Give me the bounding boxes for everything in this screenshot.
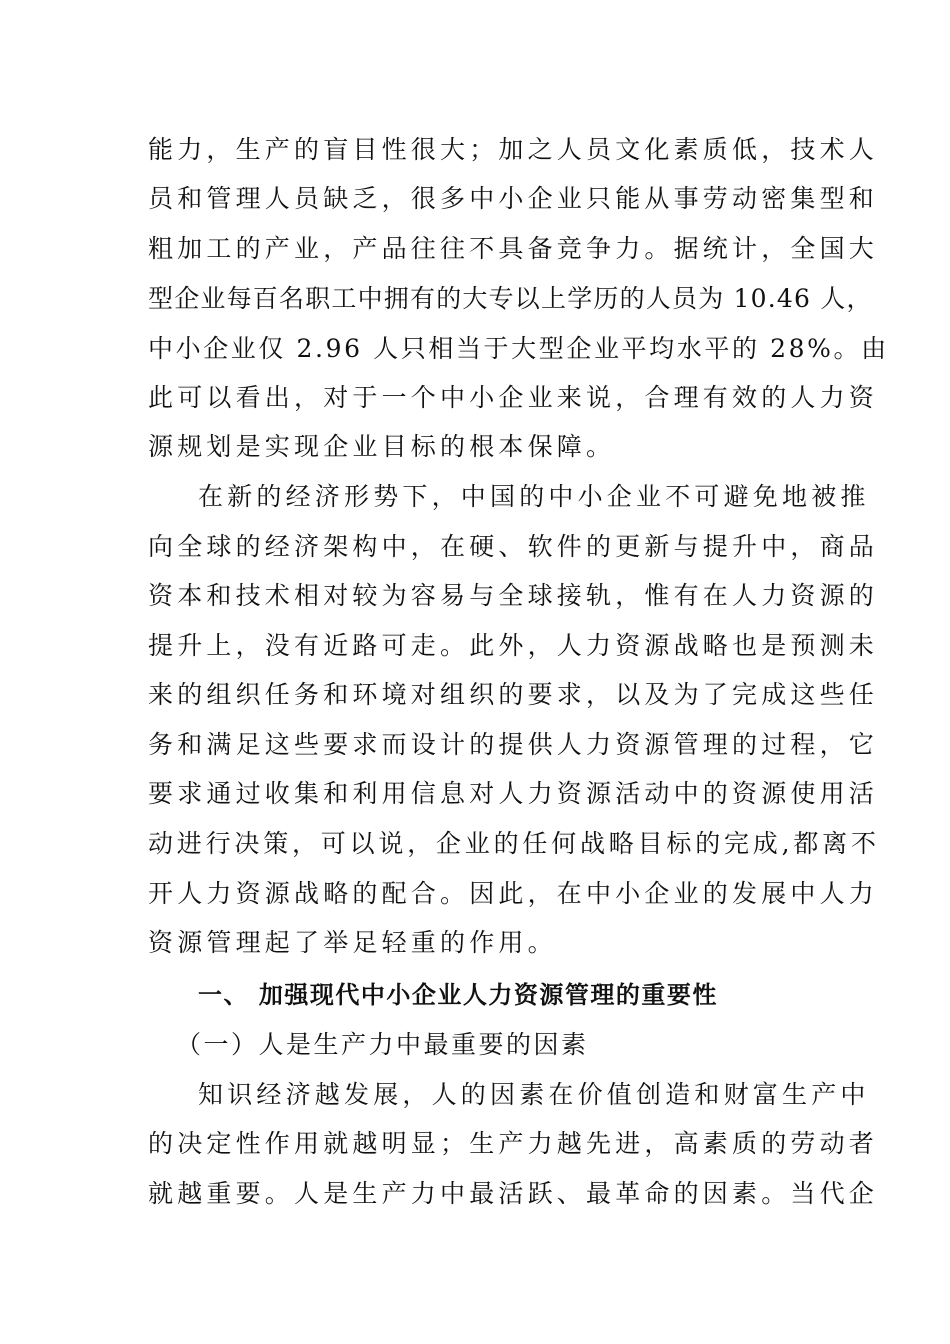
section-heading: 一、 加强现代中小企业人力资源管理的重要性 xyxy=(198,981,718,1009)
paragraph-2-line-3: 资本和技术相对较为容易与全球接轨，惟有在人力资源的 xyxy=(148,581,879,610)
paragraph-3-line-2: 的决定性作用就越明显；生产力越先进，高素质的劳动者 xyxy=(148,1129,879,1158)
paragraph-1-line-4: 型企业每百名职工中拥有的大专以上学历的人员为 10.46 人， xyxy=(148,284,873,313)
paragraph-3-line-1: 知识经济越发展，人的因素在价值创造和财富生产中 xyxy=(198,1080,870,1109)
paragraph-2-line-10: 资源管理起了举足轻重的作用。 xyxy=(148,928,557,957)
paragraph-2-line-8: 动进行决策，可以说，企业的任何战略目标的完成,都离不 xyxy=(148,829,880,858)
subsection-heading: （一）人是生产力中最重要的因素 xyxy=(176,1030,589,1059)
paragraph-2-line-6: 务和满足这些要求而设计的提供人力资源管理的过程，它 xyxy=(148,730,879,759)
paragraph-1-line-1: 能力，生产的盲目性很大；加之人员文化素质低，技术人 xyxy=(148,135,879,164)
paragraph-2-line-9: 开人力资源战略的配合。因此，在中小企业的发展中人力 xyxy=(148,879,879,908)
paragraph-3-line-3: 就越重要。人是生产力中最活跃、最革命的因素。当代企 xyxy=(148,1179,879,1208)
paragraph-2-line-1: 在新的经济形势下，中国的中小企业不可避免地被推 xyxy=(198,482,870,511)
paragraph-1-line-2: 员和管理人员缺乏，很多中小企业只能从事劳动密集型和 xyxy=(148,184,879,213)
paragraph-1-line-7: 源规划是实现企业目标的根本保障。 xyxy=(148,432,616,461)
paragraph-1-line-3: 粗加工的产业，产品往往不具备竞争力。据统计，全国大 xyxy=(148,234,879,263)
paragraph-2-line-5: 来的组织任务和环境对组织的要求，以及为了完成这些任 xyxy=(148,680,879,709)
paragraph-1-line-6: 此可以看出，对于一个中小企业来说，合理有效的人力资 xyxy=(148,383,879,412)
paragraph-2-line-4: 提升上，没有近路可走。此外，人力资源战略也是预测未 xyxy=(148,631,879,660)
paragraph-2-line-2: 向全球的经济架构中，在硬、软件的更新与提升中，商品 xyxy=(148,532,879,561)
paragraph-2-line-7: 要求通过收集和利用信息对人力资源活动中的资源使用活 xyxy=(148,779,879,808)
paragraph-1-line-5: 中小企业仅 2.96 人只相当于大型企业平均水平的 28%。由 xyxy=(148,334,889,363)
